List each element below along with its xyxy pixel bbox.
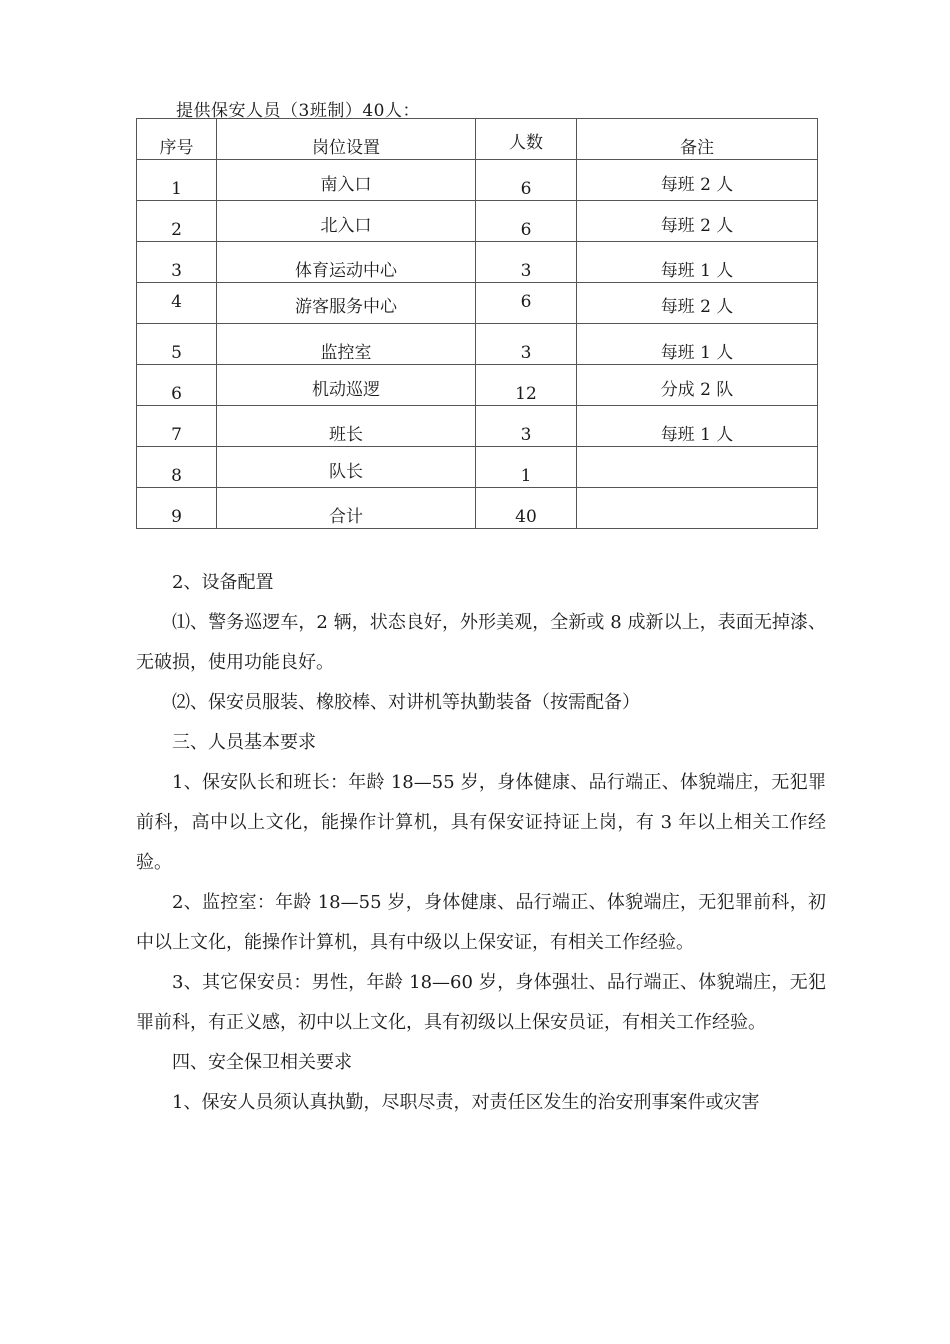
table-cell: 3 (476, 242, 577, 283)
paragraph-equipment-2: ⑵、保安员服装、橡胶棒、对讲机等执勤装备（按需配备） (172, 692, 640, 713)
table-cell: 每班 2 人 (577, 201, 818, 242)
table-cell: 每班 2 人 (577, 160, 818, 201)
table-row (137, 447, 818, 488)
header-cell: 序号 (137, 119, 217, 160)
table-row (137, 365, 818, 406)
paragraph-personnel-1: 1、保安队长和班长：年龄 18—55 岁，身体健康、品行端正、体貌端庄，无犯罪前科，高中以上文化，能操作计算机，具有保安证持证上岗，有 3 年以上相关工作经验。 (136, 772, 826, 873)
paragraph-personnel-2: 2、监控室：年龄 18—55 岁，身体健康、品行端正、体貌端庄，无犯罪前科，初中以上文化，能操作计算机，具有中级以上保安证，有相关工作经验。 (136, 892, 826, 953)
table-row (137, 283, 818, 324)
table-cell: 2 (137, 201, 217, 242)
table-cell: 6 (476, 201, 577, 242)
table-header-row (137, 119, 818, 160)
table-row (137, 324, 818, 365)
table-cell (577, 447, 818, 488)
table-cell: 每班 1 人 (577, 324, 818, 365)
table-row (137, 201, 818, 242)
table-cell: 监控室 (217, 324, 476, 365)
table-row (137, 160, 818, 201)
body-text (136, 563, 826, 1123)
section-heading-personnel: 三、人员基本要求 (172, 732, 316, 753)
table-cell: 北入口 (217, 201, 476, 242)
table-cell: 1 (137, 160, 217, 201)
table-row (137, 242, 818, 283)
table-cell: 游客服务中心 (217, 283, 476, 324)
table-cell: 6 (137, 365, 217, 406)
table-cell: 3 (137, 242, 217, 283)
table-cell: 7 (137, 406, 217, 447)
table-cell: 体育运动中心 (217, 242, 476, 283)
table-cell: 6 (476, 160, 577, 201)
section-heading-security: 四、安全保卫相关要求 (172, 1052, 352, 1073)
table-cell: 9 (137, 488, 217, 529)
table-cell: 1 (476, 447, 577, 488)
header-cell: 岗位设置 (217, 119, 476, 160)
header-cell: 人数 (476, 119, 577, 160)
table-cell: 3 (476, 406, 577, 447)
paragraph-personnel-3: 3、其它保安员：男性，年龄 18—60 岁，身体强壮、品行端正、体貌端庄，无犯罪前科，有正义感，初中以上文化，具有初级以上保安员证，有相关工作经验。 (136, 972, 826, 1033)
table-cell: 分成 2 队 (577, 365, 818, 406)
paragraph-security-1: 1、保安人员须认真执勤，尽职尽责，对责任区发生的治安刑事案件或灾害 (172, 1092, 760, 1113)
table-cell: 4 (137, 283, 217, 324)
table-cell: 机动巡逻 (217, 365, 476, 406)
table-cell: 队长 (217, 447, 476, 488)
table-cell: 3 (476, 324, 577, 365)
paragraph-equipment-1: ⑴、警务巡逻车，2 辆，状态良好，外形美观，全新或 8 成新以上，表面无掉漆、无破损，使用功能良好。 (136, 612, 826, 673)
table-cell: 每班 1 人 (577, 406, 818, 447)
table-cell: 合计 (217, 488, 476, 529)
table-cell: 5 (137, 324, 217, 365)
table-cell: 6 (476, 283, 577, 324)
table-cell: 南入口 (217, 160, 476, 201)
staffing-table (136, 118, 818, 529)
section-heading-equipment: 2、设备配置 (172, 572, 274, 593)
table-cell: 每班 2 人 (577, 283, 818, 324)
table-cell (577, 488, 818, 529)
header-cell: 备注 (577, 119, 818, 160)
table-cell: 40 (476, 488, 577, 529)
table-row (137, 488, 818, 529)
table-cell: 8 (137, 447, 217, 488)
table-cell: 班长 (217, 406, 476, 447)
table-row (137, 406, 818, 447)
table-cell: 12 (476, 365, 577, 406)
intro-line: 提供保安人员（3班制）40人： (176, 101, 420, 121)
table-cell: 每班 1 人 (577, 242, 818, 283)
